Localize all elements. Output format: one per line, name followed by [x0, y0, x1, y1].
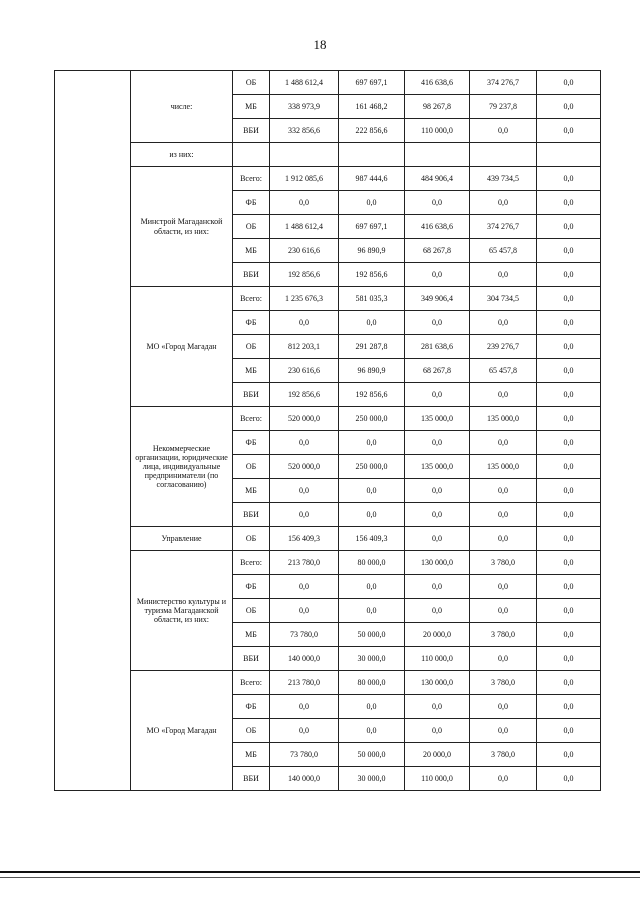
amount-cell: 65 457,8 — [470, 239, 537, 263]
amount-cell: 0,0 — [537, 623, 601, 647]
amount-cell: 0,0 — [537, 407, 601, 431]
amount-cell: 230 616,6 — [270, 239, 339, 263]
funding-source-cell: Всего: — [233, 167, 270, 191]
amount-cell: 0,0 — [270, 719, 339, 743]
funding-source-cell: Всего: — [233, 407, 270, 431]
amount-cell: 0,0 — [470, 263, 537, 287]
amount-cell: 192 856,6 — [339, 263, 405, 287]
amount-cell: 374 276,7 — [470, 215, 537, 239]
amount-cell: 156 409,3 — [339, 527, 405, 551]
funding-source-cell: ОБ — [233, 215, 270, 239]
amount-cell: 0,0 — [405, 479, 470, 503]
amount-cell: 0,0 — [537, 503, 601, 527]
amount-cell: 30 000,0 — [339, 647, 405, 671]
amount-cell: 338 973,9 — [270, 95, 339, 119]
footer-rule — [0, 871, 640, 873]
amount-cell: 0,0 — [537, 719, 601, 743]
amount-cell: 374 276,7 — [470, 71, 537, 95]
amount-cell: 80 000,0 — [339, 551, 405, 575]
organization-cell: МО «Город Магадан — [131, 287, 233, 407]
amount-cell: 0,0 — [470, 479, 537, 503]
amount-cell: 0,0 — [405, 527, 470, 551]
amount-cell: 80 000,0 — [339, 671, 405, 695]
amount-cell: 0,0 — [537, 695, 601, 719]
amount-cell: 0,0 — [537, 239, 601, 263]
amount-cell: 0,0 — [339, 431, 405, 455]
amount-cell: 135 000,0 — [470, 407, 537, 431]
amount-cell: 0,0 — [537, 575, 601, 599]
amount-cell: 0,0 — [405, 383, 470, 407]
amount-cell: 0,0 — [537, 455, 601, 479]
amount-cell: 304 734,5 — [470, 287, 537, 311]
table-row — [55, 551, 601, 575]
funding-source-cell: МБ — [233, 359, 270, 383]
organization-cell: МО «Город Магадан — [131, 671, 233, 791]
amount-cell: 0,0 — [537, 647, 601, 671]
amount-cell: 291 287,8 — [339, 335, 405, 359]
organization-cell: Управление — [131, 527, 233, 551]
amount-cell: 0,0 — [537, 383, 601, 407]
amount-cell: 250 000,0 — [339, 455, 405, 479]
amount-cell: 0,0 — [537, 551, 601, 575]
funding-source-cell: Всего: — [233, 287, 270, 311]
table-row — [55, 167, 601, 191]
amount-cell: 68 267,8 — [405, 239, 470, 263]
amount-cell — [470, 143, 537, 167]
amount-cell: 130 000,0 — [405, 551, 470, 575]
amount-cell: 0,0 — [470, 575, 537, 599]
organization-cell: числе: — [131, 71, 233, 143]
funding-source-cell: ВБИ — [233, 767, 270, 791]
amount-cell: 0,0 — [537, 527, 601, 551]
amount-cell: 0,0 — [537, 599, 601, 623]
funding-source-cell — [233, 143, 270, 167]
funding-source-cell: МБ — [233, 239, 270, 263]
amount-cell: 416 638,6 — [405, 71, 470, 95]
amount-cell: 0,0 — [537, 95, 601, 119]
amount-cell: 0,0 — [339, 575, 405, 599]
amount-cell: 332 856,6 — [270, 119, 339, 143]
funding-source-cell: ФБ — [233, 575, 270, 599]
amount-cell: 281 638,6 — [405, 335, 470, 359]
amount-cell — [270, 143, 339, 167]
amount-cell: 0,0 — [405, 695, 470, 719]
amount-cell: 0,0 — [537, 119, 601, 143]
amount-cell: 213 780,0 — [270, 671, 339, 695]
amount-cell: 349 906,4 — [405, 287, 470, 311]
funding-source-cell: Всего: — [233, 671, 270, 695]
amount-cell: 20 000,0 — [405, 623, 470, 647]
amount-cell: 0,0 — [470, 191, 537, 215]
amount-cell: 0,0 — [537, 263, 601, 287]
amount-cell: 3 780,0 — [470, 551, 537, 575]
amount-cell: 520 000,0 — [270, 407, 339, 431]
funding-source-cell: МБ — [233, 623, 270, 647]
page-number: 18 — [313, 37, 327, 52]
amount-cell: 135 000,0 — [405, 455, 470, 479]
footer-rule-thin — [0, 877, 640, 878]
funding-source-cell: ФБ — [233, 695, 270, 719]
amount-cell: 0,0 — [405, 263, 470, 287]
amount-cell: 192 856,6 — [339, 383, 405, 407]
table-row — [55, 407, 601, 431]
amount-cell: 3 780,0 — [470, 743, 537, 767]
amount-cell: 0,0 — [470, 767, 537, 791]
amount-cell: 135 000,0 — [405, 407, 470, 431]
funding-source-cell: ОБ — [233, 527, 270, 551]
amount-cell: 140 000,0 — [270, 647, 339, 671]
funding-source-cell: ВБИ — [233, 383, 270, 407]
amount-cell: 0,0 — [270, 503, 339, 527]
amount-cell: 140 000,0 — [270, 767, 339, 791]
amount-cell: 110 000,0 — [405, 119, 470, 143]
funding-source-cell: ФБ — [233, 191, 270, 215]
amount-cell: 0,0 — [270, 191, 339, 215]
amount-cell: 0,0 — [537, 287, 601, 311]
amount-cell: 0,0 — [405, 191, 470, 215]
amount-cell: 0,0 — [537, 479, 601, 503]
amount-cell: 0,0 — [270, 431, 339, 455]
budget-table-body — [55, 71, 601, 791]
amount-cell: 0,0 — [405, 503, 470, 527]
amount-cell: 110 000,0 — [405, 647, 470, 671]
amount-cell: 0,0 — [270, 311, 339, 335]
amount-cell: 30 000,0 — [339, 767, 405, 791]
amount-cell: 987 444,6 — [339, 167, 405, 191]
amount-cell: 20 000,0 — [405, 743, 470, 767]
funding-source-cell: МБ — [233, 743, 270, 767]
amount-cell: 697 697,1 — [339, 71, 405, 95]
amount-cell: 192 856,6 — [270, 263, 339, 287]
amount-cell: 0,0 — [537, 335, 601, 359]
amount-cell: 0,0 — [270, 599, 339, 623]
amount-cell: 130 000,0 — [405, 671, 470, 695]
amount-cell: 230 616,6 — [270, 359, 339, 383]
funding-source-cell: ОБ — [233, 71, 270, 95]
funding-source-cell: МБ — [233, 95, 270, 119]
amount-cell: 3 780,0 — [470, 671, 537, 695]
funding-source-cell: ОБ — [233, 599, 270, 623]
amount-cell: 0,0 — [537, 671, 601, 695]
amount-cell: 50 000,0 — [339, 623, 405, 647]
amount-cell: 812 203,1 — [270, 335, 339, 359]
amount-cell: 0,0 — [537, 167, 601, 191]
blank-column-cell — [55, 71, 131, 791]
amount-cell: 0,0 — [405, 575, 470, 599]
funding-source-cell: ФБ — [233, 311, 270, 335]
table-row — [55, 671, 601, 695]
amount-cell: 73 780,0 — [270, 623, 339, 647]
amount-cell: 192 856,6 — [270, 383, 339, 407]
amount-cell: 0,0 — [470, 311, 537, 335]
amount-cell — [339, 143, 405, 167]
funding-source-cell: ОБ — [233, 719, 270, 743]
amount-cell — [537, 143, 601, 167]
funding-source-cell: МБ — [233, 479, 270, 503]
funding-source-cell: ОБ — [233, 455, 270, 479]
amount-cell: 250 000,0 — [339, 407, 405, 431]
amount-cell: 0,0 — [270, 575, 339, 599]
organization-cell: Министерство культуры и туризма Магаданской области, из них: — [131, 551, 233, 671]
amount-cell: 0,0 — [339, 479, 405, 503]
amount-cell: 0,0 — [537, 191, 601, 215]
table-row — [55, 527, 601, 551]
organization-cell: из них: — [131, 143, 233, 167]
amount-cell: 110 000,0 — [405, 767, 470, 791]
amount-cell: 0,0 — [537, 311, 601, 335]
funding-source-cell: ФБ — [233, 431, 270, 455]
amount-cell: 0,0 — [470, 383, 537, 407]
budget-table — [54, 70, 601, 791]
amount-cell: 79 237,8 — [470, 95, 537, 119]
amount-cell: 0,0 — [405, 431, 470, 455]
amount-cell: 0,0 — [470, 431, 537, 455]
amount-cell: 1 488 612,4 — [270, 215, 339, 239]
amount-cell: 697 697,1 — [339, 215, 405, 239]
amount-cell: 0,0 — [537, 743, 601, 767]
amount-cell: 68 267,8 — [405, 359, 470, 383]
amount-cell: 98 267,8 — [405, 95, 470, 119]
amount-cell: 0,0 — [537, 359, 601, 383]
amount-cell: 0,0 — [339, 191, 405, 215]
amount-cell: 239 276,7 — [470, 335, 537, 359]
amount-cell: 0,0 — [537, 767, 601, 791]
funding-source-cell: ВБИ — [233, 119, 270, 143]
amount-cell: 0,0 — [470, 503, 537, 527]
funding-source-cell: ВБИ — [233, 263, 270, 287]
amount-cell: 156 409,3 — [270, 527, 339, 551]
amount-cell: 0,0 — [339, 719, 405, 743]
organization-cell: Минстрой Магаданской области, из них: — [131, 167, 233, 287]
amount-cell: 0,0 — [537, 431, 601, 455]
amount-cell: 3 780,0 — [470, 623, 537, 647]
table-row — [55, 287, 601, 311]
amount-cell: 73 780,0 — [270, 743, 339, 767]
amount-cell: 439 734,5 — [470, 167, 537, 191]
amount-cell: 0,0 — [470, 119, 537, 143]
amount-cell: 0,0 — [470, 647, 537, 671]
amount-cell: 520 000,0 — [270, 455, 339, 479]
funding-source-cell: ВБИ — [233, 503, 270, 527]
amount-cell: 0,0 — [470, 695, 537, 719]
amount-cell: 1 488 612,4 — [270, 71, 339, 95]
amount-cell: 0,0 — [470, 599, 537, 623]
funding-source-cell: ОБ — [233, 335, 270, 359]
amount-cell: 0,0 — [537, 71, 601, 95]
amount-cell: 1 235 676,3 — [270, 287, 339, 311]
amount-cell: 0,0 — [339, 503, 405, 527]
amount-cell: 1 912 085,6 — [270, 167, 339, 191]
amount-cell: 0,0 — [405, 719, 470, 743]
amount-cell: 0,0 — [270, 695, 339, 719]
amount-cell: 0,0 — [405, 311, 470, 335]
amount-cell: 50 000,0 — [339, 743, 405, 767]
amount-cell: 0,0 — [470, 719, 537, 743]
amount-cell: 161 468,2 — [339, 95, 405, 119]
amount-cell: 0,0 — [339, 599, 405, 623]
amount-cell: 484 906,4 — [405, 167, 470, 191]
amount-cell — [405, 143, 470, 167]
organization-cell: Некоммерческие организации, юридические лица, индивидуальные предприниматели (по согласованию) — [131, 407, 233, 527]
amount-cell: 0,0 — [270, 479, 339, 503]
funding-source-cell: ВБИ — [233, 647, 270, 671]
amount-cell: 0,0 — [470, 527, 537, 551]
amount-cell: 0,0 — [339, 695, 405, 719]
amount-cell: 416 638,6 — [405, 215, 470, 239]
amount-cell: 0,0 — [405, 599, 470, 623]
amount-cell: 0,0 — [537, 215, 601, 239]
amount-cell: 0,0 — [339, 311, 405, 335]
table-row — [55, 143, 601, 167]
amount-cell: 581 035,3 — [339, 287, 405, 311]
amount-cell: 135 000,0 — [470, 455, 537, 479]
amount-cell: 65 457,8 — [470, 359, 537, 383]
table-row — [55, 71, 601, 95]
amount-cell: 213 780,0 — [270, 551, 339, 575]
funding-source-cell: Всего: — [233, 551, 270, 575]
amount-cell: 222 856,6 — [339, 119, 405, 143]
amount-cell: 96 890,9 — [339, 359, 405, 383]
amount-cell: 96 890,9 — [339, 239, 405, 263]
